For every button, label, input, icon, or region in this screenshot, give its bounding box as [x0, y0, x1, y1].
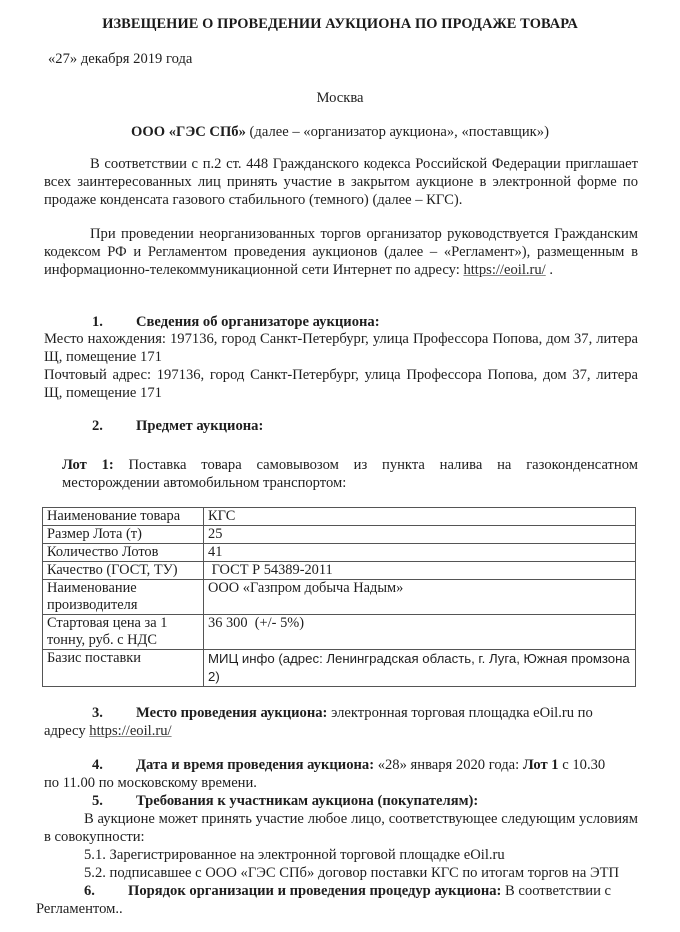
table-row — [43, 562, 636, 580]
section-number: 1. — [92, 314, 103, 330]
section-5-heading — [92, 793, 478, 810]
rules-paragraph — [44, 226, 638, 279]
lot-label: Лот 1: — [62, 457, 114, 473]
auction-time-end: по 11.00 по московскому времени. — [44, 775, 257, 791]
table-key: Наименование товара — [43, 508, 204, 526]
section-title: Место проведения аукциона: — [136, 705, 328, 721]
table-row — [43, 580, 636, 615]
section-title: Дата и время проведения аукциона: — [136, 757, 375, 773]
rules-tail: . — [545, 261, 554, 278]
section-number: 3. — [92, 705, 103, 721]
auction-date: «28» января 2020 года: — [374, 757, 520, 773]
requirement-item: 5.2. подписавшее с ООО «ГЭС СПб» договор поставки КГС по итогам торгов на ЭТП — [84, 865, 620, 881]
section-1-heading — [92, 314, 380, 331]
document-date: «27» декабря 2019 года — [48, 51, 193, 67]
table-value: КГС — [204, 508, 636, 526]
lot-description — [62, 457, 638, 493]
section-text: адресу — [44, 723, 90, 739]
lot-table — [42, 507, 636, 687]
section-4-heading — [92, 757, 638, 774]
section-title: Сведения об организаторе аукциона: — [136, 314, 380, 330]
auction-lot: Лот 1 — [519, 757, 559, 773]
section-3-continuation — [44, 723, 172, 740]
table-row — [43, 615, 636, 650]
document-city: Москва — [316, 90, 364, 106]
intro-paragraph: В соответствии с п.2 ст. 448 Гражданского кодекса Российской Федерации приглашает всех заинтересованных лиц принять участие в закрытом аукционе в электронной форме по продаже конденсата газового стабильного (темного) (далее – КГС). — [44, 156, 638, 208]
section-number: 5. — [92, 793, 103, 809]
section-number: 4. — [92, 757, 103, 773]
table-value: ООО «Газпром добыча Надым» — [204, 580, 636, 615]
section-text: электронная торговая площадка eOil.ru по — [327, 705, 593, 721]
organizer-location: Место нахождения: 197136, город Санкт-Петербург, улица Профессора Попова, дом 37, литера Щ, помещение 171 — [44, 331, 638, 365]
table-value: 36 300 (+/- 5%) — [204, 615, 636, 650]
table-row — [43, 526, 636, 544]
table-key: Базис поставки — [43, 650, 204, 687]
section-3-heading — [92, 705, 638, 722]
table-value: МИЦ инфо (адрес: Ленинградская область, г. Луга, Южная промзона 2) — [204, 650, 636, 687]
organizer-postal-address: Почтовый адрес: 197136, город Санкт-Петербург, улица Профессора Попова, дом 37, литера Щ, помещение 171 — [44, 367, 638, 401]
organizer-line — [0, 124, 680, 141]
section-title: Порядок организации и проведения процедур аукциона: — [128, 883, 502, 899]
platform-link[interactable]: https://eoil.ru/ — [89, 723, 172, 739]
table-row — [43, 650, 636, 687]
table-row — [43, 508, 636, 526]
requirements-text: В аукционе может принять участие любое лицо, соответствующее следующим условиям в совокупности: — [44, 811, 638, 845]
lot-text: Поставка товара самовывозом из пункта налива на газоконденсатном месторождении автомобильном транспортом: — [62, 457, 638, 491]
section-title: Требования к участникам аукциона (покупателям): — [136, 793, 479, 809]
table-key: Количество Лотов — [43, 544, 204, 562]
auction-time-start: с 10.30 — [558, 757, 606, 773]
section-6-heading — [84, 883, 638, 900]
organizer-name: ООО «ГЭС СПб» — [131, 124, 246, 140]
section-text: В соответствии с — [501, 883, 612, 899]
table-value: 25 — [204, 526, 636, 544]
section-6-continuation: Регламентом.. — [36, 901, 123, 917]
table-key: Размер Лота (т) — [43, 526, 204, 544]
section-title: Предмет аукциона: — [136, 418, 264, 434]
table-value: ГОСТ Р 54389-2011 — [204, 562, 636, 580]
table-key: Качество (ГОСТ, ТУ) — [43, 562, 204, 580]
section-2-heading — [92, 418, 263, 435]
section-number: 2. — [92, 418, 103, 434]
table-key: Стартовая цена за 1 тонну, руб. с НДС — [43, 615, 204, 650]
table-row — [43, 544, 636, 562]
organizer-suffix: (далее – «организатор аукциона», «поставщик») — [245, 124, 549, 140]
rules-link[interactable]: https://eoil.ru/ — [463, 261, 546, 278]
section-number: 6. — [84, 883, 95, 899]
table-key: Наименование производителя — [43, 580, 204, 615]
document-title: ИЗВЕЩЕНИЕ О ПРОВЕДЕНИИ АУКЦИОНА ПО ПРОДАЖЕ ТОВАРА — [102, 16, 578, 32]
rules-text: При проведении неорганизованных торгов организатор руководствуется Гражданским кодексом РФ и Регламентом проведения аукционов (далее – «Регламент»), размещенным в информационно-телекоммуникационной сети Интернет по адресу: — [44, 226, 638, 278]
requirement-item: 5.1. Зарегистрированное на электронной торговой площадке eOil.ru — [84, 847, 505, 863]
table-value: 41 — [204, 544, 636, 562]
